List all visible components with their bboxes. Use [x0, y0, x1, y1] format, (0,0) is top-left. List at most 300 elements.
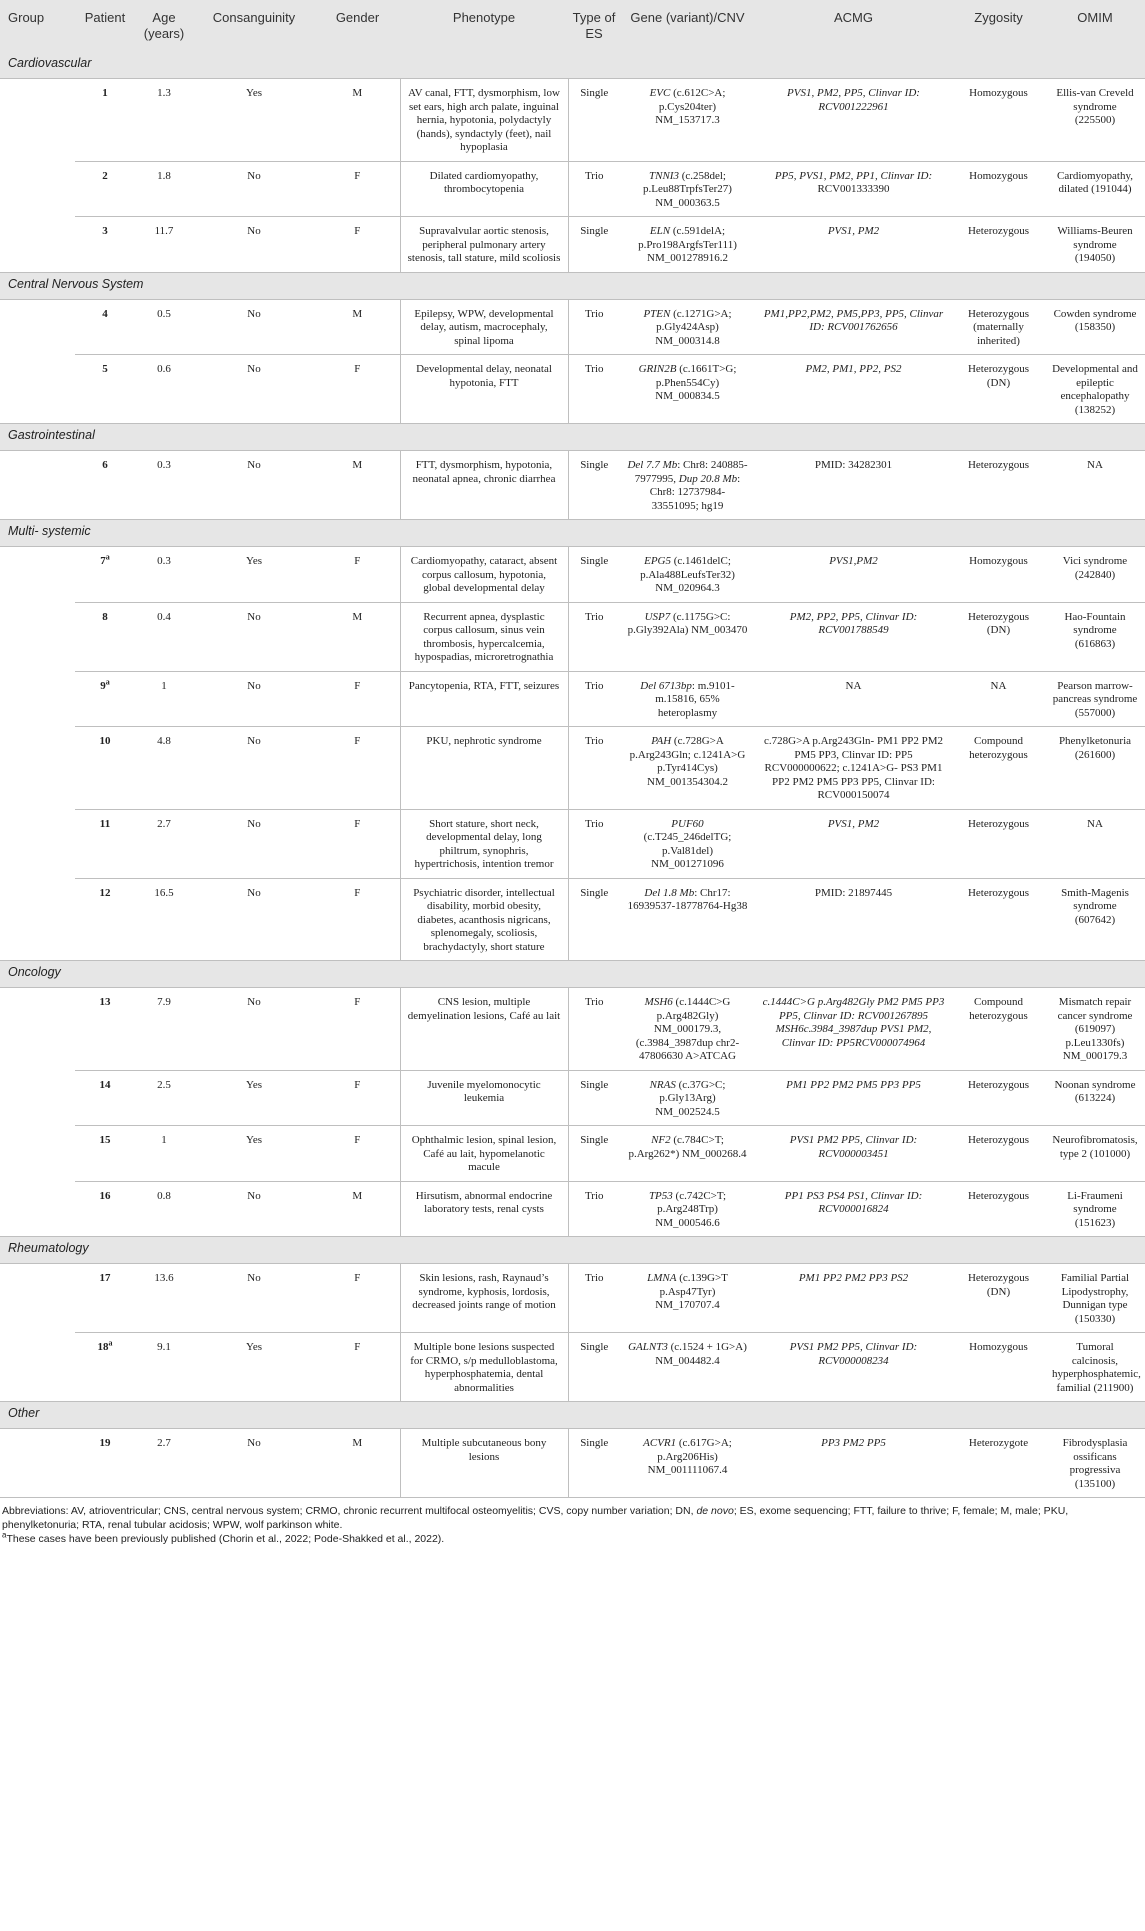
age-cell: 7.9	[135, 988, 193, 1071]
gene-cell	[620, 988, 755, 1071]
patient-cell	[75, 1333, 135, 1402]
acmg-cell: PVS1, PM2	[755, 217, 952, 273]
acmg-cell: PVS1 PM2 PP5, Clinvar ID: RCV000003451	[755, 1126, 952, 1182]
table-row	[0, 1070, 1145, 1126]
acmg-cell: PVS1 PM2 PP5, Clinvar ID: RCV000008234	[755, 1333, 952, 1402]
gene-cell	[620, 299, 755, 355]
gene-cell	[620, 671, 755, 727]
header-phenotype: Phenotype	[400, 0, 568, 52]
age-cell: 1.8	[135, 161, 193, 217]
table-row	[0, 299, 1145, 355]
zygosity-cell: Compound heterozygous	[952, 727, 1045, 810]
patient-cell: 17	[75, 1264, 135, 1333]
group-cell	[0, 451, 75, 520]
consanguinity-cell: No	[193, 299, 315, 355]
gender-cell: M	[315, 79, 400, 162]
age-cell: 1.3	[135, 79, 193, 162]
gene-name: USP7	[644, 610, 671, 623]
gender-cell: F	[315, 809, 400, 878]
header-zygosity: Zygosity	[952, 0, 1045, 52]
consanguinity-cell: No	[193, 1264, 315, 1333]
gene-name: ELN	[649, 225, 671, 237]
gene-name: GRIN2B	[638, 363, 677, 375]
gene-variant: (c.612C>A; p.Cys204ter) NM_153717.3	[655, 87, 726, 126]
omim-cell: Cardiomyopathy, dilated (191044)	[1045, 161, 1145, 217]
omim-cell: NA	[1045, 809, 1145, 878]
consanguinity-cell: No	[193, 161, 315, 217]
gene-name: EPG5	[644, 555, 671, 567]
gender-cell: F	[315, 547, 400, 603]
header-acmg: ACMG	[755, 0, 952, 52]
group-label: Other	[0, 1402, 1145, 1429]
group-cell	[0, 988, 75, 1071]
gene-variant: (c.1461delC; p.Ala488LeufsTer32) NM_020964.3	[640, 555, 735, 594]
group-label: Central Nervous System	[0, 272, 1145, 299]
table-row	[0, 547, 1145, 603]
gene-name: TP53	[648, 1189, 673, 1202]
gender-cell: F	[315, 878, 400, 961]
gene-cell	[620, 1181, 755, 1237]
cnv-coords: : Chr17: 16939537-18778764-Hg38	[627, 886, 748, 912]
acmg-cell: PMID: 34282301	[755, 451, 952, 520]
age-cell: 0.4	[135, 602, 193, 671]
patient-cell: 2	[75, 161, 135, 217]
zygosity-cell: Heterozygous	[952, 809, 1045, 878]
group-row-gastrointestinal	[0, 424, 1145, 451]
group-row-oncology	[0, 961, 1145, 988]
patient-number: 18	[97, 1341, 109, 1353]
header-gene: Gene (variant)/CNV	[620, 0, 755, 52]
patient-number: 9	[100, 679, 106, 692]
acmg-cell: c.728G>A p.Arg243Gln- PM1 PP2 PM2 PM5 PP3, Clinvar ID: PP5 RCV000000622; c.1241A>G- PS3 PM1 PP2 PM2 PM5 PP3 PP5, Clinvar ID: RCV000150074	[755, 727, 952, 810]
acmg-cell: PM1,PP2,PM2, PM5,PP3, PP5, Clinvar ID: RCV001762656	[755, 299, 952, 355]
group-cell	[0, 1126, 75, 1182]
gender-cell: M	[315, 1429, 400, 1498]
gene-variant: (c.728G>A p.Arg243Gln; c.1241A>G p.Tyr414Cys) NM_001354304.2	[629, 735, 746, 788]
gene-cell	[620, 161, 755, 217]
patient-cell: 19	[75, 1429, 135, 1498]
phenotype-cell: Skin lesions, rash, Raynaud’s syndrome, kyphosis, lordosis, decreased joints range of motion	[400, 1264, 568, 1333]
acmg-cell: PM1 PP2 PM2 PM5 PP3 PP5	[755, 1070, 952, 1126]
acmg-cell: c.1444C>G p.Arg482Gly PM2 PM5 PP3 PP5, Clinvar ID: RCV001267895 MSH6c.3984_3987dup PVS1 PM2, Clinvar ID: PP5RCV000074964	[755, 988, 952, 1071]
gene-name: EVC	[649, 87, 671, 99]
group-cell	[0, 299, 75, 355]
abbreviations-note	[2, 1504, 1143, 1532]
zygosity-cell: Homozygous	[952, 1333, 1045, 1402]
gene-cell	[620, 1264, 755, 1333]
group-row-cns	[0, 272, 1145, 299]
consanguinity-cell: No	[193, 878, 315, 961]
gene-variant: (c.591delA; p.Pro198ArgfsTer111) NM_001278916.2	[638, 225, 737, 264]
gender-cell: F	[315, 1333, 400, 1402]
gene-variant: (c.37G>C; p.Gly13Arg) NM_002524.5	[655, 1078, 726, 1118]
es-type-cell: Trio	[568, 809, 620, 878]
phenotype-cell: AV canal, FTT, dysmorphism, low set ears, high arch palate, inguinal hernia, hypotonia, polydactyly (hands), syndactyly (feet), nail hypoplasia	[400, 79, 568, 162]
gene-variant: (c.1271G>A; p.Gly424Asp) NM_000314.8	[655, 307, 732, 347]
header-gender: Gender	[315, 0, 400, 52]
gene-name: ACVR1	[643, 1437, 677, 1449]
phenotype-cell: Ophthalmic lesion, spinal lesion, Café au lait, hypomelanotic macule	[400, 1126, 568, 1182]
gender-cell: F	[315, 1264, 400, 1333]
gene-variant: (c.617G>A; p.Arg206His) NM_001111067.4	[647, 1437, 732, 1476]
group-label: Multi- systemic	[0, 520, 1145, 547]
patient-number: 7	[100, 555, 106, 567]
consanguinity-cell: No	[193, 355, 315, 424]
gender-cell: M	[315, 299, 400, 355]
consanguinity-cell: Yes	[193, 1333, 315, 1402]
zygosity-cell: Homozygous	[952, 547, 1045, 603]
acmg-cell: PM2, PM1, PP2, PS2	[755, 355, 952, 424]
phenotype-cell: Juvenile myelomonocytic leukemia	[400, 1070, 568, 1126]
es-type-cell: Trio	[568, 1264, 620, 1333]
cnv-label: Del 6713bp	[640, 679, 692, 692]
omim-cell: NA	[1045, 451, 1145, 520]
es-type-cell: Single	[568, 451, 620, 520]
abbreviation-de-novo: de novo	[696, 1505, 734, 1517]
age-cell: 4.8	[135, 727, 193, 810]
gender-cell: F	[315, 1070, 400, 1126]
es-type-cell: Single	[568, 79, 620, 162]
published-text: These cases have been previously published (Chorin et al., 2022; Pode-Shakked et al., 2022).	[6, 1533, 445, 1545]
patient-cell: 15	[75, 1126, 135, 1182]
gene-variant: (c.742C>T; p.Arg248Trp) NM_000546.6	[655, 1189, 727, 1229]
phenotype-cell: Supravalvular aortic stenosis, peripheral pulmonary artery stenosis, tall stature, mild scoliosis	[400, 217, 568, 273]
es-type-cell: Trio	[568, 727, 620, 810]
table-row	[0, 878, 1145, 961]
zygosity-cell: Compound heterozygous	[952, 988, 1045, 1071]
acmg-cell: PP3 PM2 PP5	[755, 1429, 952, 1498]
age-cell: 0.3	[135, 547, 193, 603]
es-type-cell: Trio	[568, 355, 620, 424]
consanguinity-cell: No	[193, 1429, 315, 1498]
age-cell: 0.5	[135, 299, 193, 355]
patient-cell: 10	[75, 727, 135, 810]
patient-cell: 4	[75, 299, 135, 355]
patient-cell: 12	[75, 878, 135, 961]
consanguinity-cell: No	[193, 1181, 315, 1237]
gene-variant: (c.1175G>C: p.Gly392Ala) NM_003470	[627, 610, 748, 636]
consanguinity-cell: Yes	[193, 79, 315, 162]
gene-cell	[620, 1126, 755, 1182]
age-cell: 2.5	[135, 1070, 193, 1126]
gender-cell: M	[315, 602, 400, 671]
es-type-cell: Single	[568, 547, 620, 603]
gene-variant: (c.139G>T p.Asp47Tyr) NM_170707.4	[655, 1272, 728, 1311]
acmg-cell: PVS1,PM2	[755, 547, 952, 603]
zygosity-cell: Heterozygous (maternally inherited)	[952, 299, 1045, 355]
zygosity-cell: Heterozygous	[952, 1070, 1045, 1126]
phenotype-cell: Pancytopenia, RTA, FTT, seizures	[400, 671, 568, 727]
patient-cell: 16	[75, 1181, 135, 1237]
phenotype-cell: Multiple subcutaneous bony lesions	[400, 1429, 568, 1498]
patient-cell: 1	[75, 79, 135, 162]
phenotype-cell: Epilepsy, WPW, developmental delay, autism, macrocephaly, spinal lipoma	[400, 299, 568, 355]
phenotype-cell: Psychiatric disorder, intellectual disability, morbid obesity, diabetes, acanthosis nigricans, splenomegaly, scoliosis, brachydactyly, short stature	[400, 878, 568, 961]
es-type-cell: Single	[568, 1126, 620, 1182]
gene-name: NRAS	[649, 1078, 676, 1091]
gene-cell	[620, 1070, 755, 1126]
omim-cell: Phenylketonuria (261600)	[1045, 727, 1145, 810]
gene-variant: (c.1524 + 1G>A) NM_004482.4	[655, 1341, 747, 1367]
phenotype-cell: Multiple bone lesions suspected for CRMO, s/p medulloblastoma, hyperphosphatemia, dental abnormalities	[400, 1333, 568, 1402]
consanguinity-cell: No	[193, 217, 315, 273]
table-row	[0, 671, 1145, 727]
gene-variant: (c.258del; p.Leu88TrpfsTer27) NM_000363.5	[643, 169, 732, 209]
consanguinity-cell: No	[193, 727, 315, 810]
es-type-cell: Single	[568, 1333, 620, 1402]
phenotype-cell: Dilated cardiomyopathy, thrombocytopenia	[400, 161, 568, 217]
gene-cell	[620, 355, 755, 424]
gene-variant: (c.784C>T; p.Arg262*) NM_000268.4	[628, 1134, 747, 1160]
phenotype-cell: Hirsutism, abnormal endocrine laboratory tests, renal cysts	[400, 1181, 568, 1237]
group-cell	[0, 1429, 75, 1498]
omim-cell: Ellis-van Creveld syndrome (225500)	[1045, 79, 1145, 162]
es-type-cell: Trio	[568, 161, 620, 217]
consanguinity-cell: No	[193, 671, 315, 727]
patient-cell: 5	[75, 355, 135, 424]
cnv-label: Dup 20.8 Mb	[678, 472, 738, 485]
patient-cell: 6	[75, 451, 135, 520]
zygosity-cell: Heterozygote	[952, 1429, 1045, 1498]
omim-cell: Li-Fraumeni syndrome (151623)	[1045, 1181, 1145, 1237]
table-row	[0, 217, 1145, 273]
acmg-cell: PVS1, PM2	[755, 809, 952, 878]
es-type-cell: Trio	[568, 988, 620, 1071]
acmg-cell	[755, 161, 952, 217]
gene-name: PTEN	[643, 307, 671, 320]
gender-cell: F	[315, 988, 400, 1071]
zygosity-cell: Heterozygous (DN)	[952, 355, 1045, 424]
header-consanguinity: Consanguinity	[193, 0, 315, 52]
consanguinity-cell: No	[193, 809, 315, 878]
gene-cell	[620, 727, 755, 810]
gene-cell	[620, 602, 755, 671]
group-label: Rheumatology	[0, 1237, 1145, 1264]
gene-variant: (c.1444C>G p.Arg482Gly) NM_000179.3, (c.3984_3987dup chr2-47806630 A>ATCAG	[635, 996, 740, 1062]
group-cell	[0, 727, 75, 810]
table-row	[0, 161, 1145, 217]
group-row-other	[0, 1402, 1145, 1429]
footnote-marker: a	[105, 552, 110, 562]
es-type-cell: Trio	[568, 299, 620, 355]
cnv-coords: : Chr8: 12737984-33551095; hg19	[649, 472, 741, 512]
zygosity-cell: Heterozygous (DN)	[952, 602, 1045, 671]
gene-cell	[620, 878, 755, 961]
patient-cell: 8	[75, 602, 135, 671]
zygosity-cell: Heterozygous	[952, 878, 1045, 961]
age-cell: 2.7	[135, 1429, 193, 1498]
age-cell: 1	[135, 1126, 193, 1182]
cnv-coords: : Chr8: 240885-7977995,	[634, 459, 748, 485]
group-cell	[0, 809, 75, 878]
zygosity-cell: Homozygous	[952, 79, 1045, 162]
gender-cell: M	[315, 1181, 400, 1237]
group-row-rheumatology	[0, 1237, 1145, 1264]
zygosity-cell: Homozygous	[952, 161, 1045, 217]
patient-cell: 3	[75, 217, 135, 273]
omim-cell: Noonan syndrome (613224)	[1045, 1070, 1145, 1126]
table-row	[0, 79, 1145, 162]
gene-variant: (c.1661T>G; p.Phen554Cy) NM_000834.5	[655, 363, 737, 402]
abbreviations-text: Abbreviations: AV, atrioventricular; CNS, central nervous system; CRMO, chronic recurrent multifocal osteomyelitis; CVS, copy number variation; DN,	[2, 1505, 697, 1517]
omim-cell: Hao-Fountain syndrome (616863)	[1045, 602, 1145, 671]
table-row	[0, 988, 1145, 1071]
table-row	[0, 809, 1145, 878]
age-cell: 1	[135, 671, 193, 727]
gene-cell	[620, 1429, 755, 1498]
omim-cell: Cowden syndrome (158350)	[1045, 299, 1145, 355]
acmg-cell: PM1 PP2 PM2 PP3 PS2	[755, 1264, 952, 1333]
table-row	[0, 727, 1145, 810]
age-cell: 13.6	[135, 1264, 193, 1333]
patient-cell: 14	[75, 1070, 135, 1126]
gene-cell	[620, 547, 755, 603]
cnv-label: Del 1.8 Mb	[644, 886, 695, 899]
omim-cell: Mismatch repair cancer syndrome (619097) p.Leu1330fs) NM_000179.3	[1045, 988, 1145, 1071]
gene-cell	[620, 79, 755, 162]
header-omim: OMIM	[1045, 0, 1145, 52]
footnote-marker: a	[105, 676, 110, 686]
phenotype-cell: Developmental delay, neonatal hypotonia, FTT	[400, 355, 568, 424]
omim-cell: Tumoral calcinosis, hyperphosphatemic, familial (211900)	[1045, 1333, 1145, 1402]
phenotype-cell: Short stature, short neck, developmental delay, long philtrum, synophris, hypertrichosis, intention tremor	[400, 809, 568, 878]
omim-cell: Developmental and epileptic encephalopathy (138252)	[1045, 355, 1145, 424]
table-row	[0, 1264, 1145, 1333]
omim-cell: Fibrodysplasia ossificans progressiva (135100)	[1045, 1429, 1145, 1498]
table-row	[0, 1333, 1145, 1402]
table-row	[0, 1181, 1145, 1237]
omim-cell: Smith-Magenis syndrome (607642)	[1045, 878, 1145, 961]
omim-cell: Familial Partial Lipodystrophy, Dunnigan type (150330)	[1045, 1264, 1145, 1333]
phenotype-cell: FTT, dysmorphism, hypotonia, neonatal apnea, chronic diarrhea	[400, 451, 568, 520]
acmg-clinvar: RCV001333390	[817, 183, 890, 195]
gene-name: PUF60	[671, 817, 704, 830]
gene-cell	[620, 1333, 755, 1402]
published-note	[2, 1532, 1143, 1546]
zygosity-cell: NA	[952, 671, 1045, 727]
es-type-cell: Single	[568, 1429, 620, 1498]
group-label: Cardiovascular	[0, 52, 1145, 79]
phenotype-cell: Recurrent apnea, dysplastic corpus callosum, sinus vein thrombosis, hypercalcemia, hypospadias, microretrognathia	[400, 602, 568, 671]
consanguinity-cell: No	[193, 988, 315, 1071]
phenotype-cell: PKU, nephrotic syndrome	[400, 727, 568, 810]
gender-cell: F	[315, 161, 400, 217]
table-row	[0, 1126, 1145, 1182]
group-cell	[0, 1070, 75, 1126]
group-cell	[0, 671, 75, 727]
abbreviations-text: ; ES, exome sequencing; FTT, failure to thrive; F, female; M, male; PKU, phenylketonuria; RTA, renal tubular acidosis; WPW, wolf parkinson white.	[2, 1505, 1069, 1531]
omim-cell: Williams-Beuren syndrome (194050)	[1045, 217, 1145, 273]
group-cell	[0, 1333, 75, 1402]
consanguinity-cell: No	[193, 451, 315, 520]
es-type-cell: Trio	[568, 602, 620, 671]
age-cell: 0.8	[135, 1181, 193, 1237]
header-type-of-es: Type of ES	[568, 0, 620, 52]
age-cell: 16.5	[135, 878, 193, 961]
group-cell	[0, 161, 75, 217]
gene-variant: (c.T245_246delTG; p.Val81del) NM_001271096	[643, 831, 732, 870]
zygosity-cell: Heterozygous (DN)	[952, 1264, 1045, 1333]
zygosity-cell: Heterozygous	[952, 217, 1045, 273]
phenotype-cell: CNS lesion, multiple demyelination lesions, Café au lait	[400, 988, 568, 1071]
es-type-cell: Single	[568, 1070, 620, 1126]
group-cell	[0, 355, 75, 424]
group-cell	[0, 602, 75, 671]
gene-name: NF2	[651, 1134, 671, 1146]
consanguinity-cell: Yes	[193, 547, 315, 603]
gene-cell	[620, 809, 755, 878]
acmg-cell: PVS1, PM2, PP5, Clinvar ID: RCV001222961	[755, 79, 952, 162]
gene-name: MSH6	[644, 996, 673, 1008]
group-cell	[0, 217, 75, 273]
consanguinity-cell: Yes	[193, 1070, 315, 1126]
acmg-cell: PP1 PS3 PS4 PS1, Clinvar ID: RCV000016824	[755, 1181, 952, 1237]
es-type-cell: Trio	[568, 671, 620, 727]
es-type-cell: Trio	[568, 1181, 620, 1237]
group-cell	[0, 878, 75, 961]
gender-cell: F	[315, 671, 400, 727]
acmg-criteria: PP5, PVS1, PM2, PP1, Clinvar ID:	[774, 169, 933, 182]
cnv-label: Del 7.7 Mb	[627, 459, 678, 471]
omim-cell: Vici syndrome (242840)	[1045, 547, 1145, 603]
patient-cell	[75, 671, 135, 727]
zygosity-cell: Heterozygous	[952, 1126, 1045, 1182]
gender-cell: M	[315, 451, 400, 520]
age-cell: 0.3	[135, 451, 193, 520]
patient-cell	[75, 547, 135, 603]
header-patient: Patient	[75, 0, 135, 52]
footnote-marker: a	[2, 1530, 7, 1540]
table-row	[0, 602, 1145, 671]
cnv-coords: : m.9101-m.15816, 65% heteroplasmy	[655, 679, 735, 719]
omim-cell: Neurofibromatosis, type 2 (101000)	[1045, 1126, 1145, 1182]
patient-cell: 13	[75, 988, 135, 1071]
group-cell	[0, 1264, 75, 1333]
es-type-cell: Single	[568, 878, 620, 961]
group-label: Gastrointestinal	[0, 424, 1145, 451]
zygosity-cell: Heterozygous	[952, 1181, 1045, 1237]
gene-name: LMNA	[647, 1272, 677, 1284]
header-age: Age (years)	[135, 0, 193, 52]
footnote-marker: a	[108, 1338, 113, 1348]
group-cell	[0, 79, 75, 162]
age-cell: 0.6	[135, 355, 193, 424]
gene-name: GALNT3	[628, 1341, 668, 1353]
group-cell	[0, 547, 75, 603]
acmg-cell: NA	[755, 671, 952, 727]
gene-cell	[620, 217, 755, 273]
acmg-cell: PM2, PP2, PP5, Clinvar ID: RCV001788549	[755, 602, 952, 671]
group-label: Oncology	[0, 961, 1145, 988]
zygosity-cell: Heterozygous	[952, 451, 1045, 520]
table-footnotes	[0, 1498, 1145, 1546]
es-type-cell: Single	[568, 217, 620, 273]
gene-name: TNNI3	[648, 169, 679, 182]
gender-cell: F	[315, 727, 400, 810]
header-group: Group	[0, 0, 75, 52]
age-cell: 9.1	[135, 1333, 193, 1402]
group-cell	[0, 1181, 75, 1237]
omim-cell: Pearson marrow-pancreas syndrome (557000)	[1045, 671, 1145, 727]
gene-cell	[620, 451, 755, 520]
phenotype-cell: Cardiomyopathy, cataract, absent corpus callosum, hypotonia, global developmental delay	[400, 547, 568, 603]
gender-cell: F	[315, 217, 400, 273]
table-row	[0, 1429, 1145, 1498]
acmg-cell: PMID: 21897445	[755, 878, 952, 961]
age-cell: 2.7	[135, 809, 193, 878]
group-row-multi-systemic	[0, 520, 1145, 547]
table-row	[0, 451, 1145, 520]
